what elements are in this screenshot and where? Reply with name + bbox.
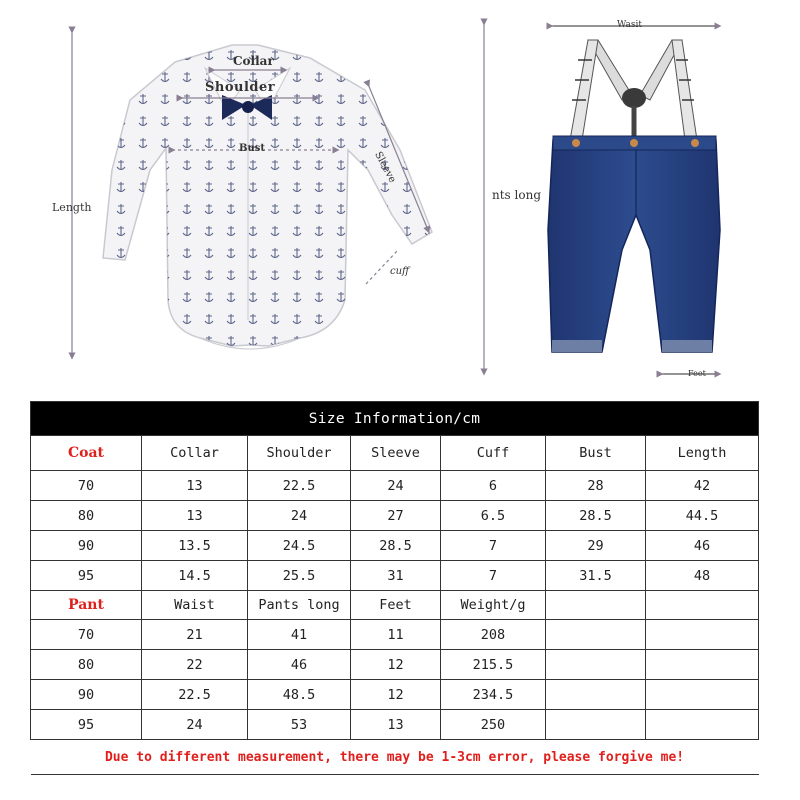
column-header: Bust	[546, 436, 646, 471]
table-cell: 22	[142, 650, 248, 680]
table-cell: 95	[31, 710, 142, 740]
table-cell: 6	[441, 471, 546, 501]
table-title: Size Information/cm	[31, 402, 759, 436]
table-cell: 80	[31, 650, 142, 680]
pant-header-row	[31, 591, 759, 620]
table-cell: 24	[142, 710, 248, 740]
table-cell: 25.5	[248, 561, 351, 591]
table-cell: 28.5	[546, 501, 646, 531]
column-header: Sleeve	[351, 436, 441, 471]
coat-header-row	[31, 436, 759, 471]
table-cell: 234.5	[441, 680, 546, 710]
table-cell: 215.5	[441, 650, 546, 680]
length-label: Length	[52, 201, 92, 214]
column-header: Feet	[351, 591, 441, 620]
table-row	[31, 471, 759, 501]
table-cell: 48.5	[248, 680, 351, 710]
table-cell: 46	[646, 531, 759, 561]
cuff-label: cuff	[390, 266, 410, 277]
column-header: Collar	[142, 436, 248, 471]
waist-label: Wasit	[617, 20, 642, 30]
table-cell: 12	[351, 680, 441, 710]
table-cell: 208	[441, 620, 546, 650]
table-cell: 12	[351, 650, 441, 680]
empty-cell	[546, 591, 646, 620]
table-row	[31, 620, 759, 650]
column-header: Weight/g	[441, 591, 546, 620]
table-cell: 53	[248, 710, 351, 740]
table-cell: 28.5	[351, 531, 441, 561]
size-table	[30, 401, 759, 775]
table-cell: 46	[248, 650, 351, 680]
table-cell: 80	[31, 501, 142, 531]
table-cell: 48	[646, 561, 759, 591]
table-cell: 14.5	[142, 561, 248, 591]
table-cell: 13.5	[142, 531, 248, 561]
empty-cell	[646, 591, 759, 620]
measurement-disclaimer: Due to different measurement, there may be 1-3cm error, please forgive me!	[31, 740, 759, 775]
garment-drawing	[0, 0, 800, 395]
table-cell: 13	[142, 471, 248, 501]
empty-cell	[546, 620, 646, 650]
table-cell: 22.5	[142, 680, 248, 710]
column-header: Pants long	[248, 591, 351, 620]
table-row	[31, 680, 759, 710]
feet-label: Feet	[688, 369, 706, 378]
table-cell: 250	[441, 710, 546, 740]
product-illustration	[0, 0, 800, 395]
note-row	[31, 740, 759, 775]
table-cell: 31	[351, 561, 441, 591]
table-cell: 31.5	[546, 561, 646, 591]
table-cell: 95	[31, 561, 142, 591]
table-cell: 28	[546, 471, 646, 501]
empty-cell	[546, 650, 646, 680]
column-header: Shoulder	[248, 436, 351, 471]
column-header: Waist	[142, 591, 248, 620]
table-row	[31, 710, 759, 740]
table-cell: 13	[142, 501, 248, 531]
table-cell: 11	[351, 620, 441, 650]
column-header: Cuff	[441, 436, 546, 471]
shoulder-label: Shoulder	[205, 80, 276, 95]
bust-label: Bust	[239, 143, 265, 154]
table-cell: 90	[31, 680, 142, 710]
column-header: Length	[646, 436, 759, 471]
pants-long-label: nts long	[492, 188, 541, 202]
pants-with-suspenders	[548, 40, 720, 352]
table-cell: 6.5	[441, 501, 546, 531]
empty-cell	[546, 680, 646, 710]
table-cell: 24.5	[248, 531, 351, 561]
table-cell: 29	[546, 531, 646, 561]
empty-cell	[646, 620, 759, 650]
collar-label: Collar	[233, 54, 274, 68]
table-cell: 7	[441, 531, 546, 561]
pant-section-label: Pant	[31, 591, 142, 620]
table-cell: 24	[351, 471, 441, 501]
table-cell: 70	[31, 620, 142, 650]
table-cell: 13	[351, 710, 441, 740]
sleeve-label: Sleeve	[372, 150, 398, 185]
table-cell: 44.5	[646, 501, 759, 531]
table-cell: 27	[351, 501, 441, 531]
table-cell: 70	[31, 471, 142, 501]
empty-cell	[646, 710, 759, 740]
table-row	[31, 531, 759, 561]
coat-section-label: Coat	[31, 436, 142, 471]
table-row	[31, 650, 759, 680]
table-cell: 21	[142, 620, 248, 650]
table-cell: 90	[31, 531, 142, 561]
table-cell: 22.5	[248, 471, 351, 501]
empty-cell	[546, 710, 646, 740]
empty-cell	[646, 680, 759, 710]
table-row	[31, 501, 759, 531]
table-cell: 7	[441, 561, 546, 591]
empty-cell	[646, 650, 759, 680]
table-cell: 24	[248, 501, 351, 531]
table-cell: 42	[646, 471, 759, 501]
table-title-row	[31, 402, 759, 436]
table-row	[31, 561, 759, 591]
table-cell: 41	[248, 620, 351, 650]
